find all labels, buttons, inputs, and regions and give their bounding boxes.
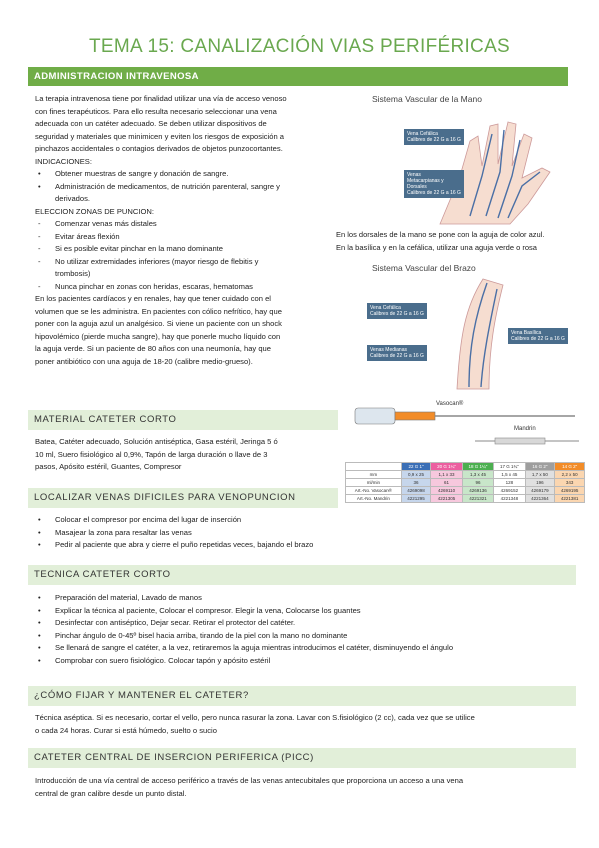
table-row: ml/min 36 61 96 128 196 343: [346, 479, 585, 487]
dash-icon: -: [38, 231, 41, 241]
list-item: - Evitar áreas flexión: [35, 231, 345, 244]
mandrin-label: Mandrin: [514, 426, 536, 432]
list-item: • Se llenará de sangre el catéter, a la vez, retiraremos la aguja mientras introducimos el catéter, disminuyendo el ángulo: [35, 642, 585, 655]
text-line: En la basílica y en la cefálica, utilizar una aguja verde o rosa: [336, 242, 537, 252]
list-item: - No utilizar extremidades inferiores (mayor riesgo de flebitis y trombosis): [38, 256, 259, 278]
dash-icon: -: [38, 244, 41, 253]
list-item: • Pedir al paciente que abra y cierre el puño repetidas veces, bajando el brazo: [35, 539, 375, 552]
gauge-22: 22 G 1": [401, 463, 431, 471]
zonas-label: ELECCION ZONAS DE PUNCION:: [35, 206, 154, 216]
text-line: pasos, Apósito estéril, Guantes, Compresor: [35, 462, 182, 471]
text-line: En los dorsales de la mano se pone con la aguja de color azul.: [336, 230, 545, 239]
fijar-text: [35, 712, 590, 737]
list-item: - Si es posible evitar pinchar en la mano dominante: [35, 243, 345, 256]
list-item: • Preparación del material, Lavado de manos: [35, 592, 585, 605]
table-row: mm 0,9 x 25 1,1 x 33 1,3 x 45 1,5 x 45 1,7 x 50 2,2 x 50: [346, 471, 585, 479]
text-line: central de gran calibre desde un punto distal.: [35, 788, 187, 798]
bullet-icon: •: [38, 655, 41, 665]
bullet-icon: •: [38, 618, 41, 627]
text-line: o cada 24 horas. Curar si está húmedo, suelto o sucio: [35, 725, 217, 735]
text-line: volumen que se les administra. En pacientes con cólico nefrítico, hay que: [35, 306, 282, 316]
list-item: - Comenzar venas más distales: [35, 218, 345, 231]
hand-caption: [336, 229, 596, 254]
hand-label-cefalica: Vena Cefálica Calibres de 22 G a 16 G: [404, 129, 464, 145]
list-item: • Masajear la zona para resaltar las venas: [35, 527, 375, 540]
text-line: la aguja verde. Si un paciente de 80 años con una neumonía, hay que: [35, 344, 272, 353]
dash-icon: -: [38, 281, 41, 291]
table-row: [346, 463, 585, 471]
text-line: Batea, Catéter adecuado, Solución antiséptica, Gasa estéril, Jeringa 5 ó: [35, 437, 278, 446]
text-line: con fines terapéuticos. Para ello resulta necesario seleccionar una vena: [35, 106, 277, 116]
arm-label-medianas: Venas Medianas Calibres de 22 G a 16 G: [367, 345, 427, 361]
dash-icon: -: [38, 219, 41, 228]
bullet-icon: •: [38, 540, 41, 549]
bullet-icon: •: [38, 593, 41, 602]
catheter-table: [345, 462, 585, 503]
list-item: • Administración de medicamentos, de nutrición parenteral, sangre y derivados.: [38, 181, 280, 203]
list-item: - Nunca pinchar en zonas con heridas, escaras, hematomas: [35, 281, 345, 294]
tecnica-list: [35, 592, 585, 667]
arm-label-basilica: Vena Basílica Calibres de 22 G a 16 G: [508, 328, 568, 344]
bullet-icon: •: [38, 527, 41, 537]
table-row: Art.-No. Vasocan® 4269098 4269110 4269136 4269152 4269179 4269195: [346, 487, 585, 495]
gauge-18: 18 G 1¼": [462, 463, 493, 471]
bullet-icon: •: [38, 515, 41, 524]
text-line: adecuada con un catéter adecuado. Se deben utilizar dispositivos de: [35, 119, 267, 128]
text-line: poner con la aguja azul un analgésico. Si viene un paciente con un shock: [35, 319, 282, 328]
admin-intro: [35, 93, 345, 368]
material-text: [35, 436, 345, 474]
bullet-icon: •: [38, 181, 41, 191]
arm-label-cefalica: Vena Cefálica Calibres de 22 G a 16 G: [367, 303, 427, 319]
section-heading-localizar: LOCALIZAR VENAS DIFICILES PARA VENOPUNCION: [28, 488, 338, 508]
picc-text: [35, 775, 590, 800]
table-row: Art.-No. Mandrin 4221295 4221305 4221321 4221348 4221364 4221381: [346, 495, 585, 503]
text-line: 10 ml, Suero fisiológico al 0,9%, Tapón de larga duración o llave de 3: [35, 449, 268, 459]
bullet-icon: •: [38, 630, 41, 640]
list-item: • Desinfectar con antiséptico, Dejar secar. Retirar el protector del catéter.: [35, 617, 585, 630]
dash-icon: -: [38, 256, 41, 266]
section-heading-tecnica: TECNICA CATETER CORTO: [28, 565, 576, 585]
hand-figure-title: Sistema Vascular de la Mano: [372, 94, 482, 104]
list-item: • Obtener muestras de sangre y donación de sangre.: [35, 168, 345, 181]
bullet-icon: •: [38, 643, 41, 652]
gauge-17: 17 G 1¾": [494, 463, 525, 471]
list-item: • Colocar el compresor por encima del lugar de inserción: [35, 514, 375, 527]
gauge-16: 16 G 2": [525, 463, 555, 471]
gauge-20: 20 G 1¼": [431, 463, 462, 471]
text-line: En los pacientes cardíacos y en renales, hay que tener cuidado con el: [35, 294, 271, 303]
section-heading-picc: CATETER CENTRAL DE INSERCION PERIFERICA (PICC): [28, 748, 576, 768]
text-line: poner antibiótico con una aguja de 18-20 (calibre medio-grueso).: [35, 356, 253, 366]
text-line: hipovolémico (pierde mucha sangre), hay que ponerle mucho líquido con: [35, 331, 281, 341]
list-item: • Pinchar ángulo de 0-45º bisel hacia arriba, tirando de la piel con la mano no dominante: [35, 630, 585, 643]
list-item: • Explicar la técnica al paciente, Colocar el compresor. Elegir la vena, Colocarse los guantes: [35, 605, 585, 618]
indicaciones-label: INDICACIONES:: [35, 156, 92, 166]
hand-label-metacarpianas: Venas Metacarpianas y Dorsales Calibres de 22 G a 16 G: [404, 170, 464, 198]
list-item: • Comprobar con suero fisiológico. Colocar tapón y apósito estéril: [35, 655, 585, 668]
text-line: Introducción de una vía central de acceso periférico a través de las venas antecubitales que proporciona un acceso a una vena: [35, 776, 464, 785]
section-heading-fijar: ¿CÓMO FIJAR Y MANTENER EL CATETER?: [28, 686, 576, 706]
text-line: seguridad y materiales que minimicen y eviten los riesgos de exposición a: [35, 131, 285, 141]
section-heading-admin: ADMINISTRACION INTRAVENOSA: [28, 67, 568, 86]
section-heading-material: MATERIAL CATETER CORTO: [28, 410, 338, 430]
gauge-14: 14 G 2": [555, 463, 585, 471]
bullet-icon: •: [38, 169, 41, 178]
localizar-list: [35, 514, 375, 552]
text-line: La terapia intravenosa tiene por finalidad utilizar una vía de acceso venoso: [35, 94, 287, 103]
page-title: TEMA 15: CANALIZACIÓN VIAS PERIFÉRICAS: [88, 36, 511, 57]
hand-illustration: [400, 106, 590, 226]
vasocan-label: Vasocan®: [436, 401, 464, 407]
arm-figure-title: Sistema Vascular del Brazo: [372, 263, 476, 273]
bullet-icon: •: [38, 605, 41, 615]
catheter-illustration: [345, 400, 585, 462]
text-line: Técnica aséptica. Si es necesario, cortar el vello, pero nunca rasurar la zona. Lavar con S.fisiológico (2 cc), cada vez que se utilice: [35, 713, 475, 722]
text-line: pinchazos accidentales o contagios derivados de objetos punzocortantes.: [35, 144, 283, 153]
